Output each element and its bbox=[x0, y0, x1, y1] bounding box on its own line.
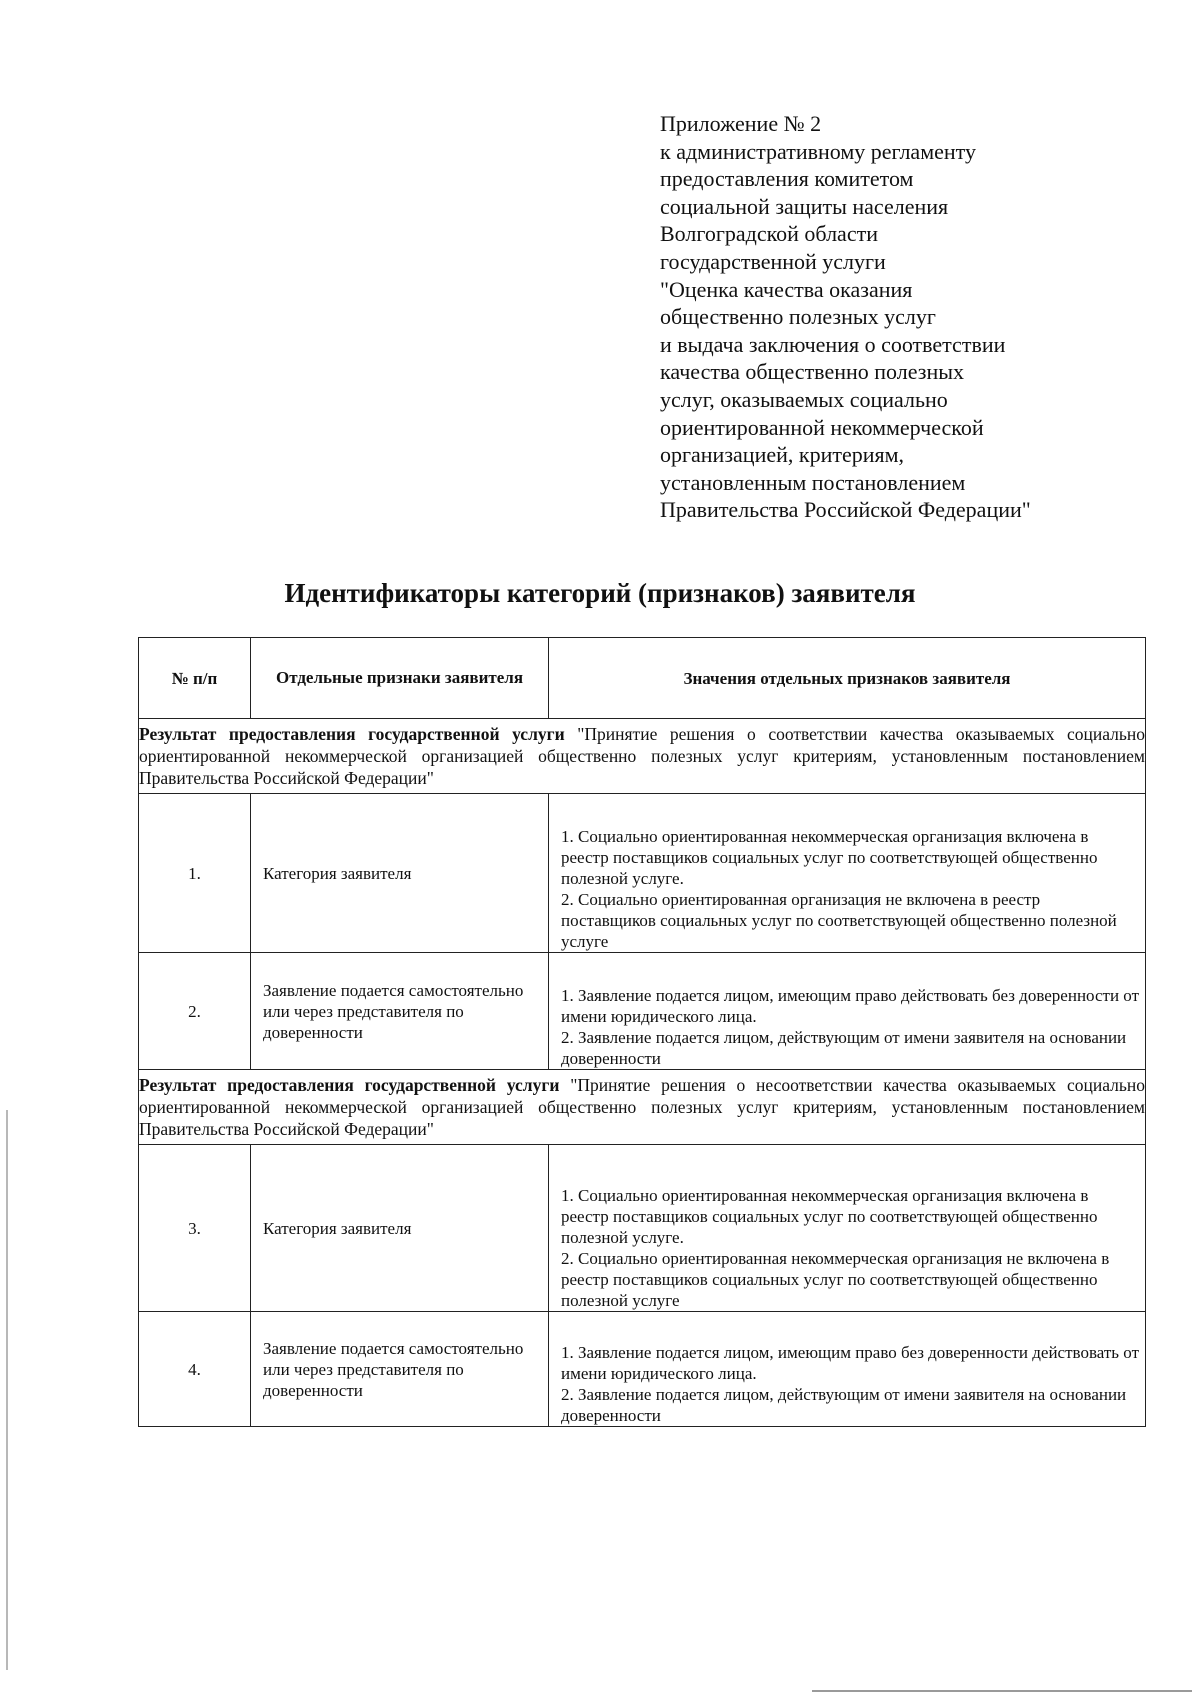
row-value: 1. Социально ориентированная некоммерческая организация включена в реестр поставщиков социальных услуг по соответствующей общественно полезной услуге. bbox=[561, 1186, 1098, 1247]
row-attr: Заявление подается самостоятельно или через представителя по доверенности bbox=[251, 1312, 549, 1427]
table-row bbox=[139, 1145, 1146, 1312]
section-text: "Принятие решения о несоответствии качества оказываемых социально ориентированной некоммерческой организацией общественно полезных услуг критериям, установленным постановлением Правительства Российской Федерации" bbox=[139, 1075, 1145, 1139]
row-value: 2. Социально ориентированная некоммерческая организация не включена в реестр поставщиков социальных услуг по соответствующей общественно полезной услуге bbox=[561, 1249, 1110, 1310]
section-cell bbox=[139, 1070, 1146, 1145]
scan-edge-line bbox=[6, 1110, 8, 1670]
row-values bbox=[549, 794, 1146, 953]
annex-line: общественно полезных услуг bbox=[660, 304, 936, 330]
row-num: 3. bbox=[139, 1145, 251, 1312]
annex-line: государственной услуги bbox=[660, 248, 886, 274]
row-attr: Заявление подается самостоятельно или через представителя по доверенности bbox=[251, 953, 549, 1070]
scan-edge-line bbox=[812, 1690, 1192, 1692]
row-num: 4. bbox=[139, 1312, 251, 1427]
annex-line: установленным постановлением bbox=[660, 469, 966, 495]
table-row bbox=[139, 794, 1146, 953]
row-value: 2. Социально ориентированная организация не включена в реестр поставщиков социальных услуг по соответствующей общественно полезной услуге bbox=[561, 890, 1117, 951]
annex-line: услуг, оказываемых социально bbox=[660, 386, 948, 412]
row-value: 1. Заявление подается лицом, имеющим право действовать без доверенности от имени юридического лица. bbox=[561, 986, 1139, 1026]
header-num: № п/п bbox=[139, 638, 251, 719]
annex-line: ориентированной некоммерческой bbox=[660, 414, 984, 440]
annex-line: социальной защиты населения bbox=[660, 193, 949, 219]
annex-line: Правительства Российской Федерации" bbox=[660, 497, 1031, 523]
annex-header bbox=[660, 110, 1130, 524]
annex-line: Приложение № 2 bbox=[660, 111, 822, 136]
table-row bbox=[139, 1312, 1146, 1427]
section-cell bbox=[139, 719, 1146, 794]
annex-line: организацией, критериям, bbox=[660, 442, 905, 468]
section-row bbox=[139, 719, 1146, 794]
row-value: 2. Заявление подается лицом, действующим от имени заявителя на основании доверенности bbox=[561, 1028, 1127, 1068]
annex-line: предоставления комитетом bbox=[660, 166, 914, 192]
row-values bbox=[549, 1145, 1146, 1312]
row-attr: Категория заявителя bbox=[251, 794, 549, 953]
row-num: 2. bbox=[139, 953, 251, 1070]
row-values bbox=[549, 1312, 1146, 1427]
header-val: Значения отдельных признаков заявителя bbox=[549, 638, 1146, 719]
row-num: 1. bbox=[139, 794, 251, 953]
annex-line: "Оценка качества оказания bbox=[660, 276, 913, 302]
section-lead: Результат предоставления государственной услуги bbox=[139, 724, 565, 744]
row-value: 2. Заявление подается лицом, действующим от имени заявителя на основании доверенности bbox=[561, 1385, 1127, 1425]
table-header-row bbox=[139, 638, 1146, 719]
header-attr: Отдельные признаки заявителя bbox=[251, 638, 549, 719]
section-row bbox=[139, 1070, 1146, 1145]
annex-line: Волгоградской области bbox=[660, 221, 878, 247]
document-title: Идентификаторы категорий (признаков) заявителя bbox=[284, 578, 916, 608]
table-row bbox=[139, 953, 1146, 1070]
annex-line: качества общественно полезных bbox=[660, 359, 964, 385]
row-values bbox=[549, 953, 1146, 1070]
row-attr: Категория заявителя bbox=[251, 1145, 549, 1312]
annex-line: к административному регламенту bbox=[660, 138, 976, 164]
row-value: 1. Заявление подается лицом, имеющим право без доверенности действовать от имени юридического лица. bbox=[561, 1343, 1139, 1383]
annex-line: и выдача заключения о соответствии bbox=[660, 331, 1006, 357]
section-text: "Принятие решения о соответствии качества оказываемых социально ориентированной некоммерческой организацией общественно полезных услуг критериям, установленным постановлением Правительства Российской Федерации" bbox=[139, 724, 1146, 788]
row-value: 1. Социально ориентированная некоммерческая организация включена в реестр поставщиков социальных услуг по соответствующей общественно полезной услуге. bbox=[561, 827, 1098, 888]
section-lead: Результат предоставления государственной услуги bbox=[139, 1075, 560, 1095]
identifiers-table bbox=[138, 637, 1146, 1427]
